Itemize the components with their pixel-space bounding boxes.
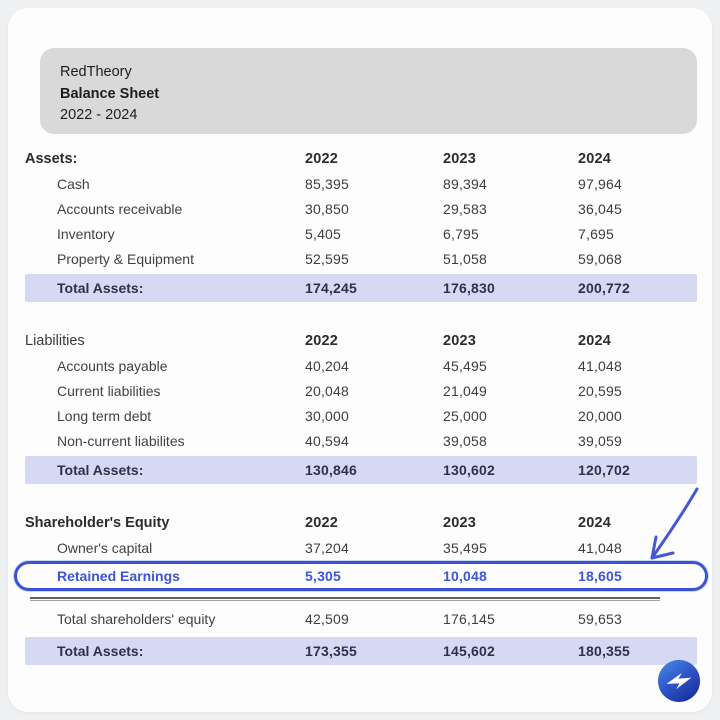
value-2023: 45,495 [443,357,488,374]
section-equity [25,511,697,665]
section-header-row [25,147,697,171]
value-2023: 39,058 [443,432,488,449]
table-row-retained-earnings-highlighted [14,561,708,591]
total-2022: 173,355 [305,643,358,659]
section-title-equity: Shareholder's Equity [25,515,170,531]
column-header-2023: 2023 [443,515,477,531]
value-2024: 41,048 [578,357,623,374]
value-2024: 18,605 [578,568,623,584]
value-2024: 39,059 [578,432,623,449]
lightning-bolt-logo-icon [656,658,702,704]
table-row-total-shareholders-equity [25,606,697,631]
value-2023: 21,049 [443,382,488,399]
value-2024: 97,964 [578,175,623,192]
table-row-cash [25,171,697,196]
column-header-2023: 2023 [443,333,477,349]
table-row-owners-capital [25,535,697,560]
row-label: Total shareholders' equity [57,610,216,627]
total-row-equity [25,637,697,665]
row-label: Cash [57,175,90,192]
row-label: Long term debt [57,407,152,424]
value-2023: 35,495 [443,539,488,556]
row-label: Non-current liabilites [57,432,185,449]
value-2023: 176,145 [443,610,496,627]
table-row-accounts-receivable [25,196,697,221]
table-row-inventory [25,221,697,246]
value-2023: 10,048 [443,568,488,584]
column-header-2023: 2023 [443,151,477,167]
total-label: Total Assets: [57,643,144,659]
row-label: Inventory [57,225,115,242]
table-row-accounts-payable [25,353,697,378]
balance-sheet-card [8,8,712,712]
value-2024: 20,000 [578,407,623,424]
total-2022: 174,245 [305,280,358,296]
section-title-assets: Assets: [25,151,78,167]
table-row-long-term-debt [25,403,697,428]
value-2023: 89,394 [443,175,488,192]
value-2022: 52,595 [305,250,350,267]
value-2023: 6,795 [443,225,480,242]
value-2022: 85,395 [305,175,350,192]
row-label: Current liabilities [57,382,161,399]
column-header-2022: 2022 [305,333,339,349]
value-2024: 7,695 [578,225,615,242]
table-row-current-liabilities [25,378,697,403]
value-2023: 29,583 [443,200,488,217]
total-2022: 130,846 [305,462,358,478]
table-row-non-current-liabilities [25,428,697,453]
row-label: Accounts payable [57,357,168,374]
value-2022: 42,509 [305,610,350,627]
row-label: Retained Earnings [57,568,180,584]
value-2022: 30,850 [305,200,350,217]
total-row-assets [25,274,697,302]
column-header-2024: 2024 [578,333,612,349]
section-assets [25,147,697,302]
total-row-liabilities [25,456,697,484]
total-label: Total Assets: [57,462,144,478]
section-liabilities [25,329,697,484]
value-2023: 25,000 [443,407,488,424]
section-header-row [25,329,697,353]
table-row-property-equipment [25,246,697,271]
total-2024: 180,355 [578,643,631,659]
value-2022: 5,405 [305,225,342,242]
document-title: Balance Sheet [60,85,160,102]
total-2023: 145,602 [443,643,496,659]
total-2023: 130,602 [443,462,496,478]
value-2022: 20,048 [305,382,350,399]
document-header [40,48,697,134]
value-2022: 40,594 [305,432,350,449]
total-2024: 200,772 [578,280,631,296]
balance-sheet-table [25,147,697,665]
value-2024: 20,595 [578,382,623,399]
document-period: 2022 - 2024 [60,107,138,123]
row-label: Property & Equipment [57,250,194,267]
value-2024: 59,653 [578,610,623,627]
column-header-2024: 2024 [578,515,612,531]
column-header-2022: 2022 [305,151,339,167]
total-label: Total Assets: [57,280,144,296]
value-2024: 59,068 [578,250,623,267]
row-label: Accounts receivable [57,200,183,217]
section-title-liabilities: Liabilities [25,333,85,349]
value-2022: 40,204 [305,357,350,374]
row-label: Owner's capital [57,539,153,556]
company-name: RedTheory [60,64,132,80]
value-2022: 30,000 [305,407,350,424]
value-2022: 37,204 [305,539,350,556]
value-2024: 36,045 [578,200,623,217]
column-header-2024: 2024 [578,151,612,167]
value-2023: 51,058 [443,250,488,267]
total-2023: 176,830 [443,280,496,296]
value-2024: 41,048 [578,539,623,556]
total-2024: 120,702 [578,462,631,478]
section-header-row [25,511,697,535]
column-header-2022: 2022 [305,515,339,531]
double-rule-divider [30,597,660,601]
value-2022: 5,305 [305,568,342,584]
